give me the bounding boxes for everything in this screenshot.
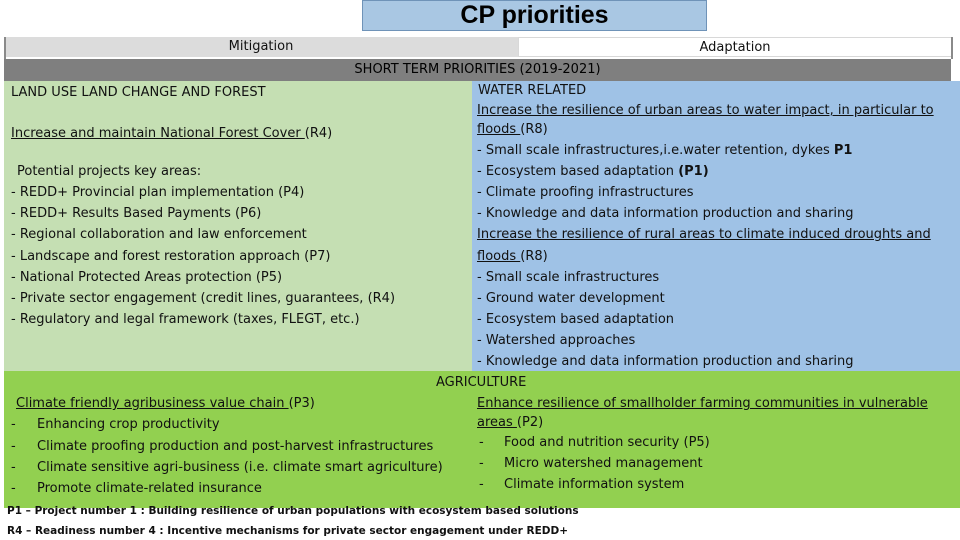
page-title: CP priorities — [362, 0, 707, 31]
footnote-p1: P1 – Project number 1 : Building resilience of urban populations with ecosystem based solutions — [7, 505, 579, 517]
agri-right-dash: - — [479, 435, 484, 450]
adaptation-goal2-text: floods — [477, 249, 521, 264]
agri-right-item: Micro watershed management — [504, 456, 703, 471]
agri-left-dash: - — [11, 460, 16, 475]
item-text: - Knowledge and data information production and sharing — [477, 206, 854, 221]
adaptation-goal2-line1: Increase the resilience of rural areas to climate induced droughts and — [477, 227, 931, 242]
item-text: - Ecosystem based adaptation — [477, 164, 679, 179]
item-ref: (P1) — [678, 164, 709, 179]
adaptation-goal1-text: floods — [477, 122, 521, 137]
frame-right-border — [951, 37, 953, 59]
agri-right-item — [504, 432, 710, 453]
adaptation-panel-edge — [951, 81, 960, 371]
adaptation-heading: WATER RELATED — [478, 83, 587, 98]
mitigation-header: Mitigation — [4, 37, 518, 57]
adaptation-header: Adaptation — [518, 37, 952, 57]
adaptation-goal1-ref: (R8) — [520, 122, 548, 137]
mitigation-item: - Regional collaboration and law enforcement — [11, 227, 307, 242]
agri-left-goal — [16, 393, 315, 414]
agri-left-item: Climate sensitive agri-business (i.e. climate smart agriculture) — [37, 460, 443, 475]
mitigation-item: - Landscape and forest restoration approach (P7) — [11, 249, 331, 264]
adaptation-goal2-item: - Knowledge and data information production and sharing — [477, 354, 854, 369]
adaptation-goal2-item: - Ecosystem based adaptation — [477, 312, 675, 327]
adaptation-goal1-item — [477, 140, 852, 161]
adaptation-goal1-line1: Increase the resilience of urban areas to water impact, in particular to — [477, 103, 934, 118]
projects-heading: Potential projects key areas: — [17, 164, 202, 179]
mitigation-item: - National Protected Areas protection (P5) — [11, 270, 283, 285]
footnote-r4: R4 – Readiness number 4 : Incentive mechanisms for private sector engagement under REDD+ — [7, 525, 569, 537]
adaptation-goal1-item — [477, 203, 854, 224]
agri-right-goal-ref: (P2) — [516, 415, 544, 430]
adaptation-goal2-item: - Small scale infrastructures — [477, 270, 660, 285]
agri-left-goal-text: Climate friendly agribusiness value chain — [16, 396, 289, 411]
agri-left-item: Promote climate-related insurance — [37, 481, 262, 496]
agri-left-dash: - — [11, 417, 16, 432]
agri-right-dash: - — [479, 456, 484, 471]
agri-right-item: Climate information system — [504, 477, 685, 492]
agri-left-dash: - — [11, 439, 16, 454]
adaptation-goal1-item — [477, 182, 694, 203]
mitigation-item: - REDD+ Provincial plan implementation (P4) — [11, 185, 305, 200]
adaptation-goal2-line2 — [477, 246, 548, 267]
adaptation-goal1-item — [477, 161, 709, 182]
agri-right-dash: - — [479, 477, 484, 492]
mitigation-heading: LAND USE LAND CHANGE AND FOREST — [11, 85, 266, 100]
mitigation-item: - Regulatory and legal framework (taxes, FLEGT, etc.) — [11, 312, 360, 327]
mitigation-goal — [11, 123, 332, 144]
item-text: Food and nutrition security — [504, 435, 684, 450]
adaptation-goal1-line2 — [477, 119, 548, 140]
item-ref: (P5) — [683, 435, 710, 450]
mitigation-item: - Private sector engagement (credit lines, guarantees, (R4) — [11, 291, 396, 306]
item-ref: P1 — [833, 143, 853, 158]
agri-left-item: Enhancing crop productivity — [37, 417, 220, 432]
agriculture-heading: AGRICULTURE — [436, 375, 527, 390]
agri-right-goal-text: areas — [477, 415, 517, 430]
mitigation-item: - REDD+ Results Based Payments (P6) — [11, 206, 262, 221]
frame-left-border — [4, 37, 6, 59]
item-text: - Small scale infrastructures,i.e.water retention, dykes — [477, 143, 834, 158]
agri-left-goal-ref: (P3) — [288, 396, 315, 411]
agri-left-dash: - — [11, 481, 16, 496]
mitigation-goal-text: Increase and maintain National Forest Cover — [11, 126, 305, 141]
agri-right-goal-line2 — [477, 412, 543, 433]
agri-right-goal-line1: Enhance resilience of smallholder farming communities in vulnerable — [477, 396, 928, 411]
adaptation-goal2-item: - Ground water development — [477, 291, 665, 306]
mitigation-goal-ref: (R4) — [304, 126, 333, 141]
item-text: - Climate proofing infrastructures — [477, 185, 694, 200]
adaptation-goal2-ref: (R8) — [520, 249, 548, 264]
adaptation-goal2-item: - Watershed approaches — [477, 333, 636, 348]
short-term-banner: SHORT TERM PRIORITIES (2019-2021) — [4, 59, 951, 81]
agri-left-item: Climate proofing production and post-harvest infrastructures — [37, 439, 434, 454]
